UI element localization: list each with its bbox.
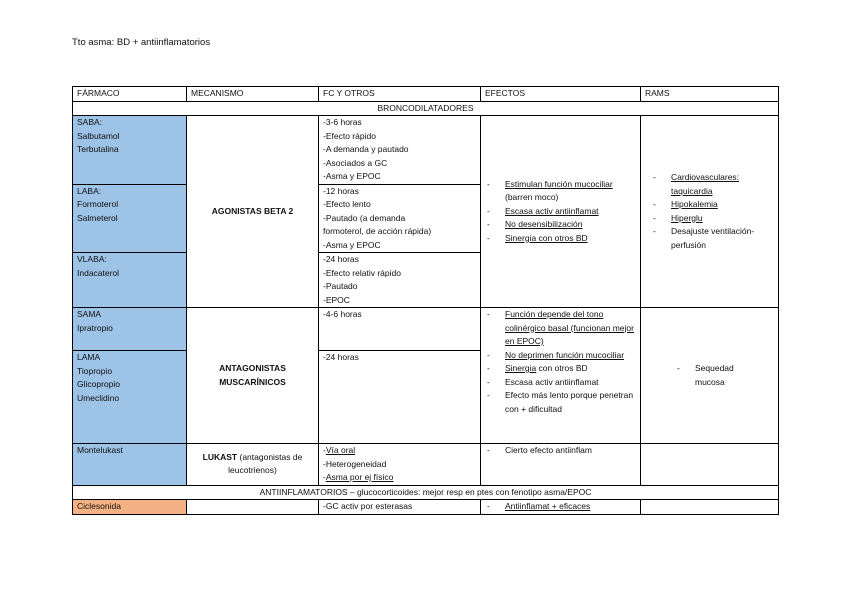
header-efectos: EFECTOS <box>481 87 641 102</box>
row-saba <box>73 116 779 185</box>
fc-vlaba: -24 horas -Efecto relativ rápido -Pautado -EPOC <box>319 253 481 308</box>
row-montelukast <box>73 444 779 486</box>
efectos-montelukast: - Cierto efecto antiinflam <box>481 444 641 486</box>
fc-laba: -12 horas -Efecto lento -Pautado (a demanda formoterol, de acción rápida) -Asma y EPOC <box>319 184 481 253</box>
fc-lama: -24 horas <box>319 351 481 444</box>
farmaco-laba: LABA: Formoterol Salmeterol <box>73 184 187 253</box>
farmaco-saba: SABA: Salbutamol Terbutalina <box>73 116 187 185</box>
efectos-beta2: - Estimulan función mucociliar (barren moco) - Escasa activ antiinflamat - No desensibilización - Sinergia con otros BD <box>481 116 641 308</box>
fc-sama: -4-6 horas <box>319 308 481 351</box>
row-ciclesonida <box>73 500 779 515</box>
band-antiinflamatorios-row <box>73 485 779 500</box>
row-sama <box>73 308 779 351</box>
band-broncodilatadores: BRONCODILATADORES <box>73 101 779 116</box>
rams-muscarinicos: - Sequedad mucosa <box>641 308 779 444</box>
fc-saba: -3-6 horas -Efecto rápido -A demanda y pautado -Asociados a GC -Asma y EPOC <box>319 116 481 185</box>
farmaco-lama: LAMA Tiopropio Glicopropio Umeclidino <box>73 351 187 444</box>
rams-ciclesonida <box>641 500 779 515</box>
efectos-muscarinicos: - Función depende del tono colinérgico basal (funcionan mejor en EPOC) - No deprimen función mucociliar - Sinergia con otros BD - Escasa activ antiinflamat - Efecto más lento porque penetran con + dificultad <box>481 308 641 444</box>
mecanismo-lukast: LUKAST (antagonistas de leucotrienos) <box>187 444 319 486</box>
header-farmaco: FÁRMACO <box>73 87 187 102</box>
mecanismo-muscarinicos: ANTAGONISTAS MUSCARÍNICOS <box>187 308 319 444</box>
band-broncodilatadores-row <box>73 101 779 116</box>
header-row <box>73 87 779 102</box>
band-antiinflamatorios: ANTIINFLAMATORIOS – glucocorticoides: mejor resp en ptes con fenotipo asma/EPOC <box>73 485 779 500</box>
mecanismo-beta2: AGONISTAS BETA 2 <box>187 116 319 308</box>
header-rams: RAMS <box>641 87 779 102</box>
rams-beta2: - Cardiovasculares: taquicardia - Hipokalemia - Hiperglu - Desajuste ventilación-perfusión <box>641 116 779 308</box>
mecanismo-ciclesonida <box>187 500 319 515</box>
farmaco-sama: SAMA Ipratropio <box>73 308 187 351</box>
farmaco-ciclesonida: Ciclesonida <box>73 500 187 515</box>
header-mecanismo: MECANISMO <box>187 87 319 102</box>
fc-montelukast: -Vía oral -Heterogeneidad -Asma por ej físico <box>319 444 481 486</box>
header-fc: FC Y OTROS <box>319 87 481 102</box>
efectos-ciclesonida: - Antiinflamat + eficaces <box>481 500 641 515</box>
document-title: Tto asma: BD + antiinflamatorios <box>72 37 211 48</box>
fc-ciclesonida: -GC activ por esterasas <box>319 500 481 515</box>
farmaco-vlaba: VLABA: Indacaterol <box>73 253 187 308</box>
farmaco-montelukast: Montelukast <box>73 444 187 486</box>
rams-montelukast <box>641 444 779 486</box>
drug-table <box>72 86 779 515</box>
